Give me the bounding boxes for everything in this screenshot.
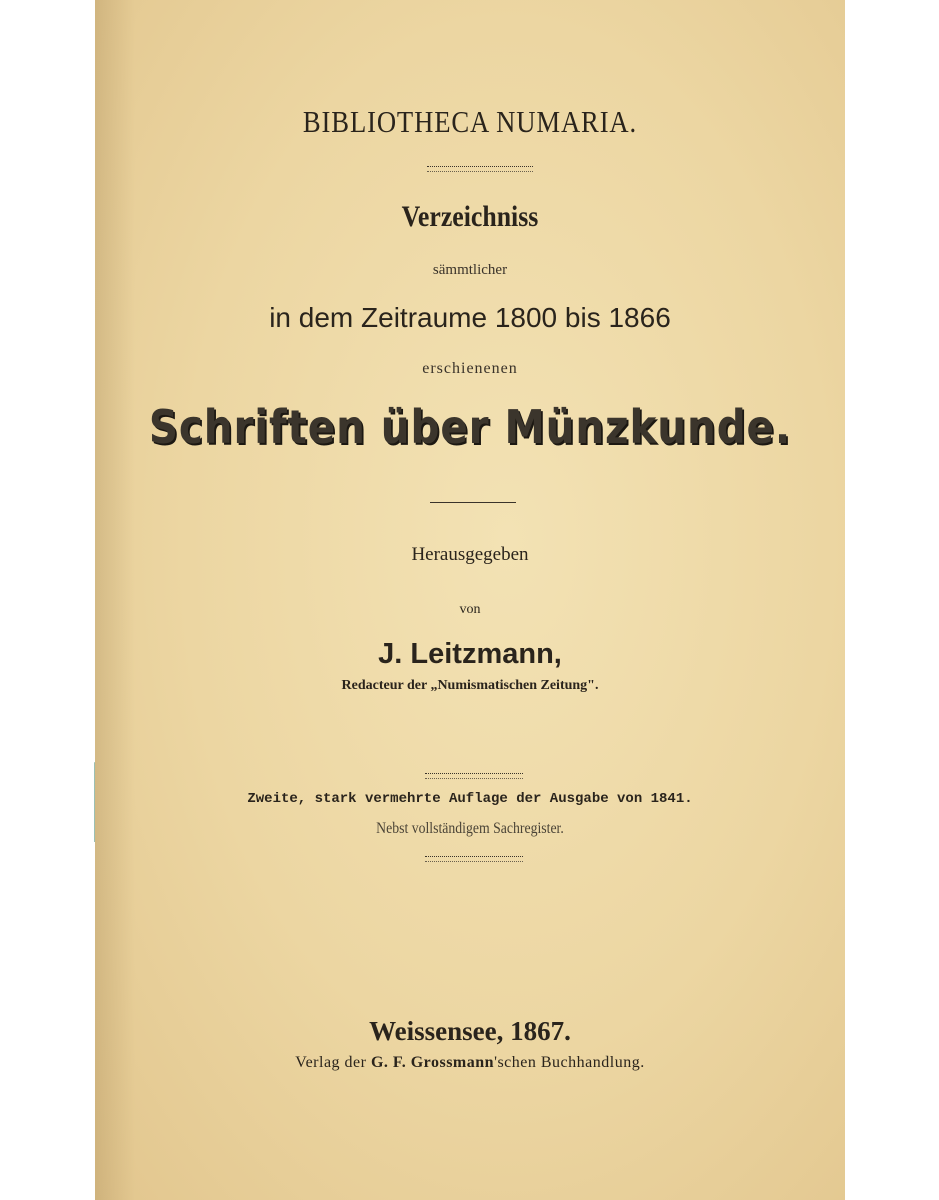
register-note: Nebst vollständigem Sachregister.: [376, 820, 564, 837]
publisher-prefix: Verlag der: [295, 1054, 367, 1071]
place-year: Weissensee, 1867.: [369, 1016, 571, 1046]
author-name: J. Leitzmann,: [378, 638, 562, 670]
publisher-suffix: 'schen Buchhandlung.: [494, 1054, 645, 1071]
main-title: Schriften über Münzkunde.: [148, 400, 792, 454]
title-page: [95, 0, 845, 1200]
edited-label: Herausgegeben: [411, 544, 529, 565]
series-title: BIBLIOTHECA NUMARIA.: [302, 104, 638, 139]
title-saemmtlicher: sämmtlicher: [432, 262, 508, 278]
title-erschienenen: erschienenen: [422, 360, 518, 377]
ornament-rule-bottom: [425, 856, 523, 862]
author-role: Redacteur der „Numismatischen Zeitung".: [341, 678, 599, 693]
title-verzeichniss: Verzeichniss: [401, 200, 539, 233]
publisher-line: [95, 1054, 845, 1072]
edition-note: Zweite, stark vermehrte Auflage der Ausgabe von 1841.: [247, 791, 693, 807]
ornament-rule-top: [427, 166, 533, 172]
ornament-rule-middle: [425, 773, 523, 779]
divider-rule: [430, 502, 516, 503]
by-label: von: [459, 602, 481, 617]
publisher-name: G. F. Grossmann: [370, 1054, 495, 1071]
title-period: in dem Zeitraume 1800 bis 1866: [269, 302, 671, 333]
